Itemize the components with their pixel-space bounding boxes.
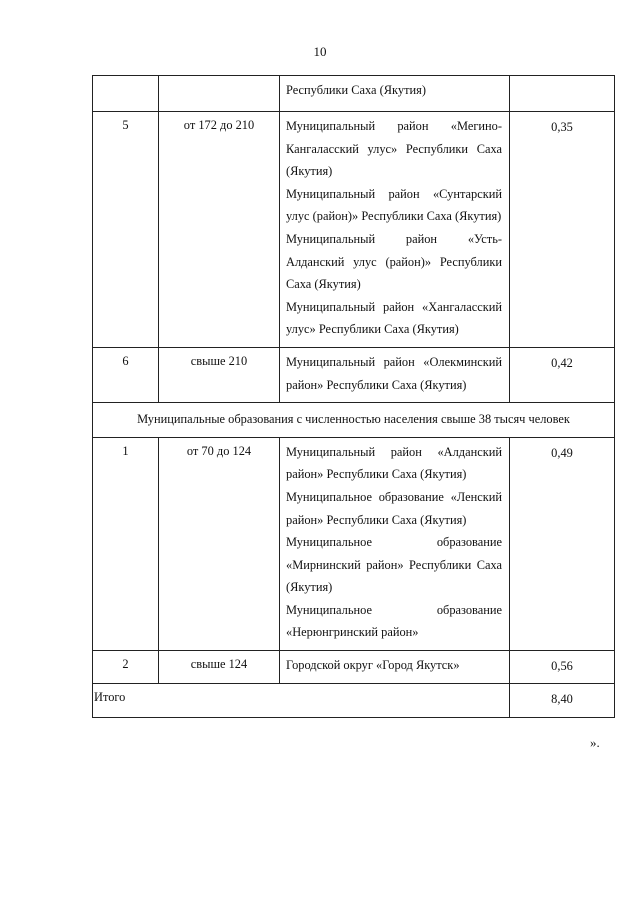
cell-coef — [510, 76, 615, 112]
total-label: Итого — [93, 683, 510, 717]
cell-num — [93, 76, 159, 112]
coefficients-table — [92, 75, 615, 718]
total-value: 8,40 — [510, 683, 615, 717]
table-row — [93, 437, 615, 650]
page-number: 10 — [313, 44, 327, 59]
coefficient-value: 0,35 — [510, 112, 615, 348]
municipality-list — [280, 347, 510, 402]
municipality-entry: Муниципальный район «Сунтарский улус (район)» Республики Саха (Якутия) — [286, 186, 502, 224]
coefficient-value: 0,49 — [510, 437, 615, 650]
municipality-entry: Муниципальный район «Олекминский район» Республики Саха (Якутия) — [286, 354, 502, 392]
municipality-entry: Муниципальный район «Алданский район» Республики Саха (Якутия) — [286, 444, 502, 482]
row-number: 2 — [93, 651, 159, 684]
row-number: 1 — [93, 437, 159, 650]
closing-quote-mark: ». — [590, 735, 600, 750]
municipality-entry: Городской округ «Город Якутск» — [286, 658, 460, 673]
table-row — [93, 651, 615, 684]
municipality-entry: Муниципальное образование «Ленский район» Республики Саха (Якутия) — [286, 489, 502, 527]
table-row — [93, 347, 615, 402]
municipality-list — [280, 651, 510, 684]
population-range: свыше 124 — [159, 651, 280, 684]
cell-municipality: Республики Саха (Якутия) — [280, 76, 510, 112]
row-number: 5 — [93, 112, 159, 348]
cell-range — [159, 76, 280, 112]
coefficient-value: 0,56 — [510, 651, 615, 684]
municipality-list — [280, 437, 510, 650]
municipality-list — [280, 112, 510, 348]
municipality-entry: Муниципальное образование «Нерюнгринский район» — [286, 602, 502, 640]
row-number: 6 — [93, 347, 159, 402]
section-heading-row — [93, 403, 615, 438]
municipality-entry: Муниципальный район «Мегино-Кангаласский улус» Республики Саха (Якутия) — [286, 119, 502, 179]
total-row — [93, 683, 615, 717]
municipality-entry: Муниципальное образование «Мирнинский район» Республики Саха (Якутия) — [286, 535, 502, 595]
population-range: от 172 до 210 — [159, 112, 280, 348]
municipality-entry: Муниципальный район «Хангаласский улус» Республики Саха (Якутия) — [286, 299, 502, 337]
table-row — [93, 76, 615, 112]
municipality-entry: Муниципальный район «Усть-Алданский улус (район)» Республики Саха (Якутия) — [286, 231, 502, 292]
coefficient-value: 0,42 — [510, 347, 615, 402]
population-range: от 70 до 124 — [159, 437, 280, 650]
population-range: свыше 210 — [159, 347, 280, 402]
table-row — [93, 112, 615, 348]
section-heading: Муниципальные образования с численностью населения свыше 38 тысяч человек — [93, 403, 615, 438]
